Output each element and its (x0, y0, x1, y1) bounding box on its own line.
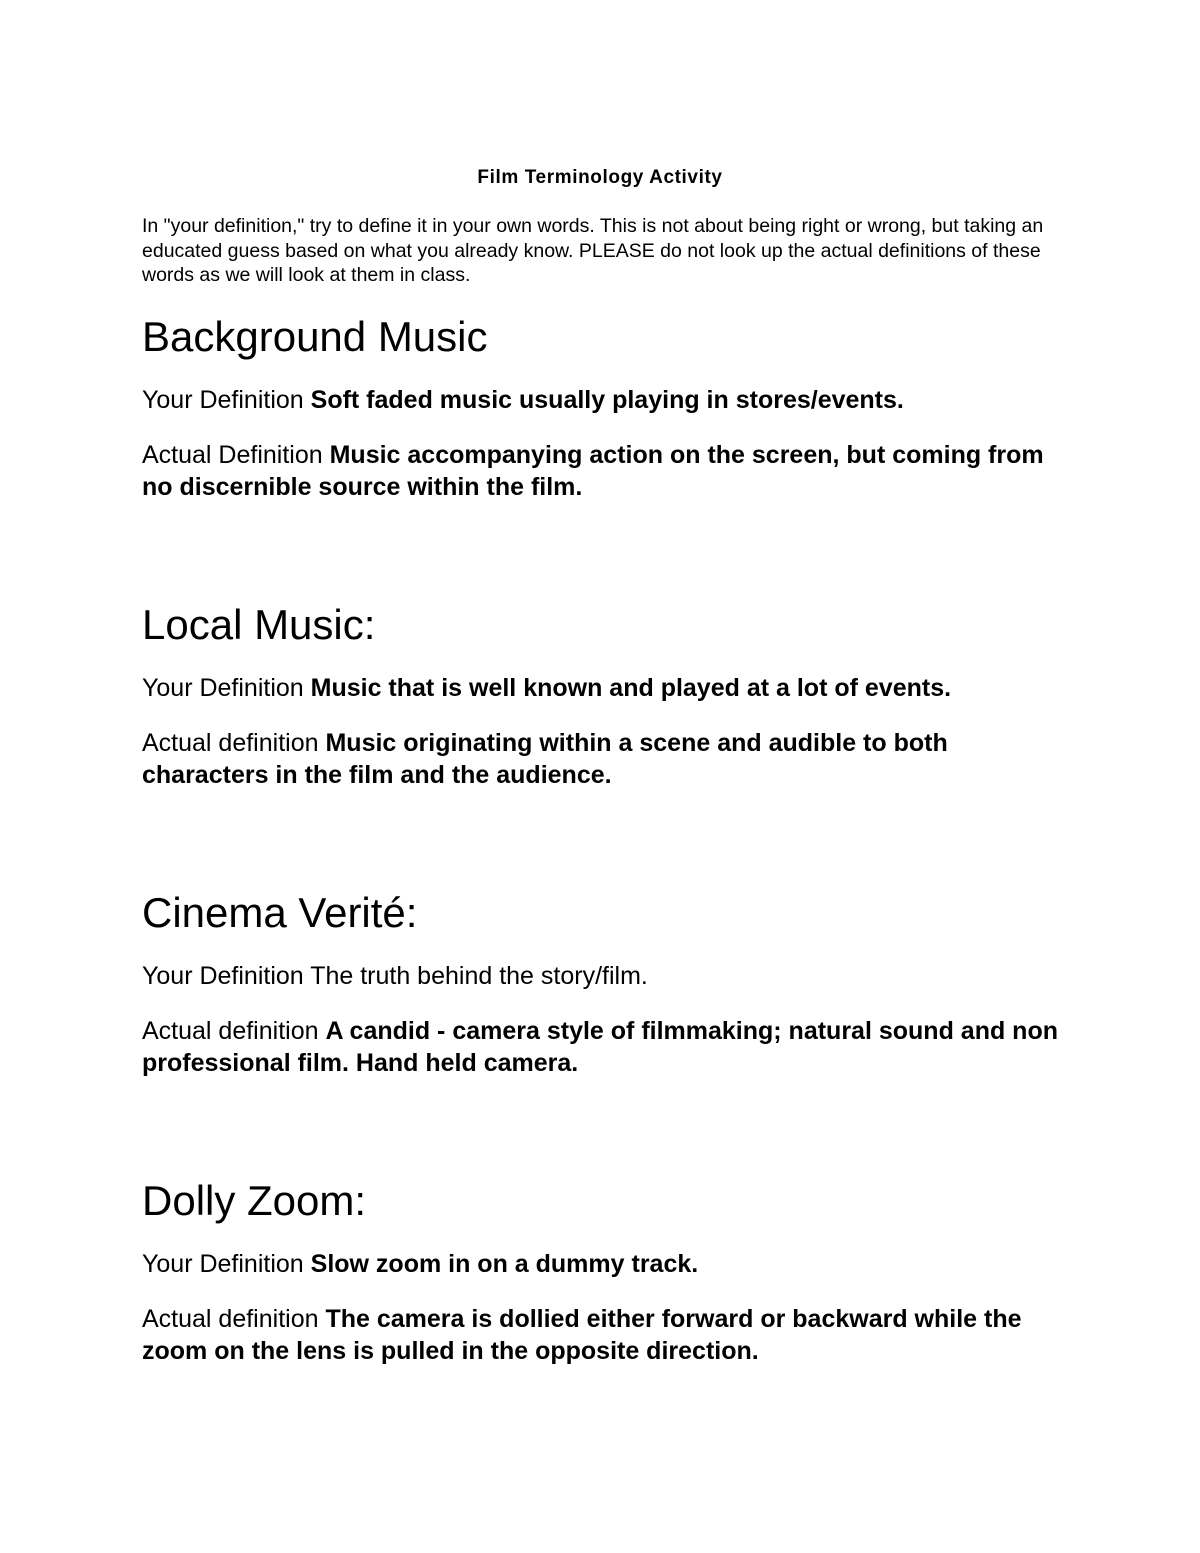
term-title-dolly-zoom: Dolly Zoom: (142, 1177, 367, 1224)
actual-definition-cinema-verite (142, 1015, 1067, 1079)
your-definition-label: Your Definition (142, 1250, 304, 1278)
term-title-local-music: Local Music: (142, 601, 376, 648)
your-definition-label: Your Definition (142, 962, 304, 990)
your-definition-text: The truth behind the story/film. (310, 962, 648, 990)
actual-definition-text: The camera is dollied either forward or backward while the zoom on the lens is pulled in the opposite direction. (142, 1305, 1022, 1365)
actual-definition-local-music (142, 727, 1067, 791)
intro-paragraph: In "your definition," try to define it in your own words. This is not about being right or wrong, but taking an educated guess based on what you already know. PLEASE do not look up the actual definitions of these words as we will look at them in class. (142, 215, 1044, 286)
actual-definition-label: Actual definition (142, 729, 319, 757)
actual-definition-label: Actual definition (142, 1017, 319, 1045)
actual-definition-text: Music originating within a scene and audible to both characters in the film and the audience. (142, 729, 948, 789)
your-definition-label: Your Definition (142, 674, 304, 702)
your-definition-text: Slow zoom in on a dummy track. (310, 1250, 699, 1278)
your-definition-text: Soft faded music usually playing in stores/events. (310, 386, 904, 414)
actual-definition-label: Actual Definition (142, 441, 323, 469)
actual-definition-text: A candid - camera style of filmmaking; natural sound and non professional film. Hand held camera. (142, 1017, 1058, 1077)
your-definition-background-music (142, 384, 1067, 416)
actual-definition-text: Music accompanying action on the screen, but coming from no discernible source within the film. (142, 441, 1044, 501)
your-definition-dolly-zoom (142, 1248, 1067, 1280)
your-definition-local-music (142, 672, 1067, 704)
your-definition-cinema-verite (142, 960, 1067, 992)
your-definition-label: Your Definition (142, 386, 304, 414)
term-title-background-music: Background Music (142, 313, 488, 360)
document-title: Film Terminology Activity (477, 167, 723, 188)
actual-definition-background-music (142, 439, 1067, 503)
your-definition-text: Music that is well known and played at a lot of events. (310, 674, 952, 702)
actual-definition-dolly-zoom (142, 1303, 1067, 1367)
actual-definition-label: Actual definition (142, 1305, 319, 1333)
term-title-cinema-verite: Cinema Verité: (142, 889, 418, 936)
